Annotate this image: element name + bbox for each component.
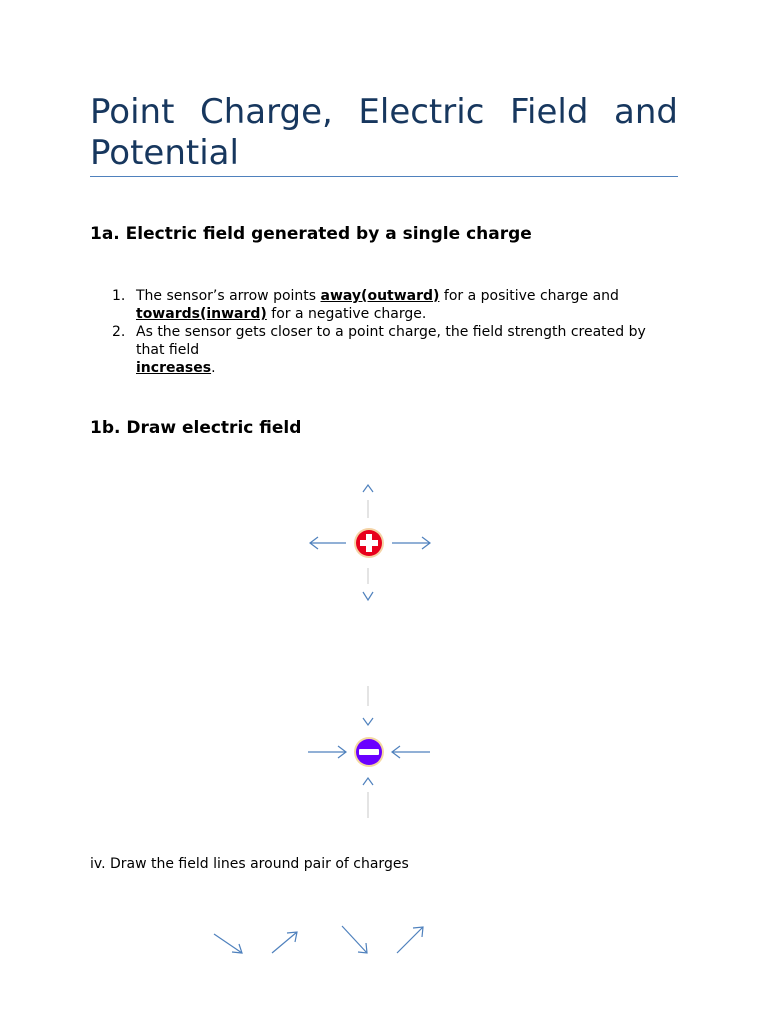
list-text: The sensor’s arrow points (136, 288, 321, 304)
pair-field-arrows (214, 926, 423, 953)
list-text: for a positive charge and (439, 288, 619, 304)
section-1a-heading: 1a. Electric field generated by a single charge (90, 224, 532, 244)
list-text: . (211, 360, 216, 376)
arrow-inward-down-icon (363, 718, 373, 725)
diagonal-arrow (342, 926, 367, 953)
answer-towards: towards(inward) (136, 306, 267, 322)
page-title: Point Charge, Electric Field and Potential (90, 92, 678, 173)
diagonal-arrow (397, 927, 423, 953)
arrow-inward-up-icon (363, 778, 373, 785)
answer-away: away(outward) (320, 288, 440, 304)
minus-charge-icon (354, 737, 384, 767)
negative-charge-field (308, 686, 430, 818)
answer-increases: increases (136, 360, 212, 376)
positive-charge-field (310, 485, 430, 600)
list-number: 1. (112, 288, 126, 304)
list-text: for a negative charge. (266, 306, 427, 322)
section-iv-text: iv. Draw the field lines around pair of charges (90, 856, 409, 872)
list-number: 2. (112, 324, 126, 340)
section-1b-heading: 1b. Draw electric field (90, 418, 302, 438)
arrow-down-icon (363, 592, 373, 600)
plus-charge-icon (354, 528, 384, 558)
arrow-up-icon (363, 485, 373, 492)
diagonal-arrow (272, 932, 297, 953)
diagonal-arrow (214, 934, 242, 953)
list-text: As the sensor gets closer to a point charge, the field strength created by that field (136, 324, 646, 358)
